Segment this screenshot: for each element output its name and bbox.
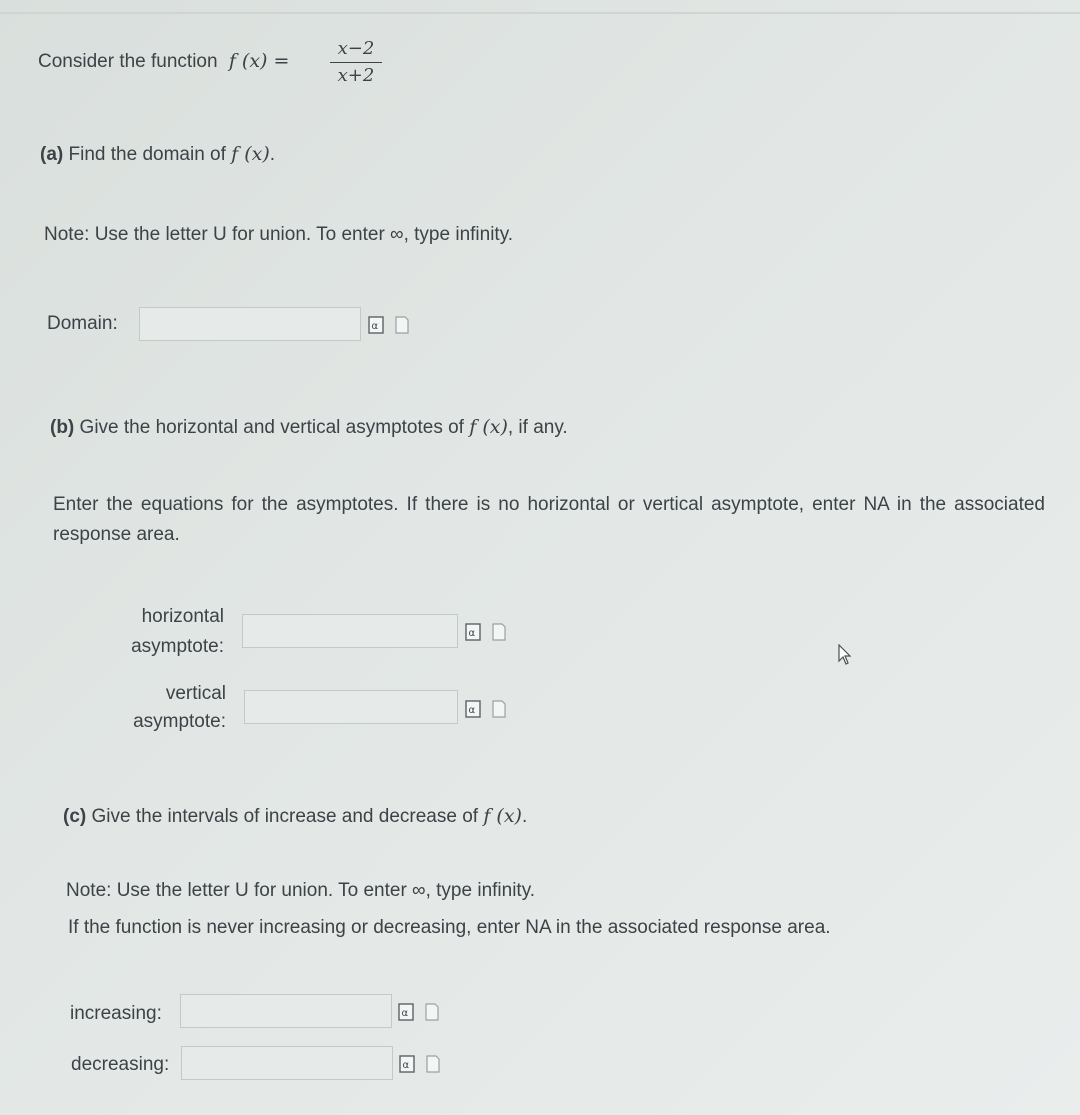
part-a-text: Find the domain of [68,144,226,165]
vertical-label-line-1: vertical [165,683,226,704]
decreasing-input[interactable] [181,1046,393,1080]
part-c-question [63,804,527,829]
horizontal-asymptote-input[interactable] [242,614,458,648]
svg-text:α: α [468,628,476,639]
horizontal-label-line-2: asymptote: [131,636,224,657]
file-icon[interactable] [394,316,410,334]
fraction-numerator: x−2 [337,38,375,59]
part-b-function: f (x) [469,416,508,438]
increasing-label: increasing: [70,1003,162,1024]
file-icon[interactable] [425,1055,441,1073]
part-a-function: f (x) [231,143,270,165]
mouse-cursor-icon [838,644,852,666]
svg-text:α: α [371,321,379,332]
intro-text [38,49,289,74]
top-divider [0,12,1080,14]
intro-fraction [330,38,382,87]
vertical-asymptote-input[interactable] [244,690,458,724]
part-a-question: (a) Find the domain of f (x). [40,143,276,165]
part-b-label: (b) [50,417,75,438]
part-b-instructions: Enter the equations for the asymptotes. If there is no horizontal or vertical asymptote, enter NA in the associated response area. [53,494,1045,545]
part-a-note: Note: Use the letter U for union. To enter ∞, type infinity. [44,224,514,245]
equation-editor-icon[interactable] [399,1055,415,1073]
intro-function: f (x) = [228,50,290,72]
domain-label: Domain: [47,313,118,334]
part-c-text: Give the intervals of increase and decrease of [91,806,479,827]
domain-input[interactable] [139,307,361,341]
svg-text:α: α [468,705,476,716]
vertical-label-line-2: asymptote: [133,711,226,732]
intro-label: Consider the function [38,51,218,72]
equation-editor-icon[interactable] [465,623,481,641]
part-b-text: Give the horizontal and vertical asymptotes of [79,417,464,438]
decreasing-label: decreasing: [71,1054,170,1075]
increasing-input[interactable] [180,994,392,1028]
file-icon[interactable] [491,700,507,718]
part-b-suffix: , if any. [507,417,568,438]
svg-text:α: α [401,1008,409,1019]
equation-editor-icon[interactable] [398,1003,414,1021]
fraction-bar [330,62,382,63]
part-c-suffix: . [521,806,528,827]
part-c-note-1: Note: Use the letter U for union. To enter ∞, type infinity. [66,880,536,901]
part-c-note-2: If the function is never increasing or decreasing, enter NA in the associated response area. [68,917,831,938]
part-a-label: (a) [40,144,64,165]
part-c-function: f (x) [483,805,522,827]
file-icon[interactable] [491,623,507,641]
horizontal-label-line-1: horizontal [141,606,224,627]
part-b-question [50,415,568,440]
equation-editor-icon[interactable] [465,700,481,718]
file-icon[interactable] [424,1003,440,1021]
part-c-label: (c) [63,806,87,827]
equation-editor-icon[interactable] [368,316,384,334]
svg-text:α: α [402,1060,410,1071]
fraction-denominator: x+2 [337,65,375,86]
